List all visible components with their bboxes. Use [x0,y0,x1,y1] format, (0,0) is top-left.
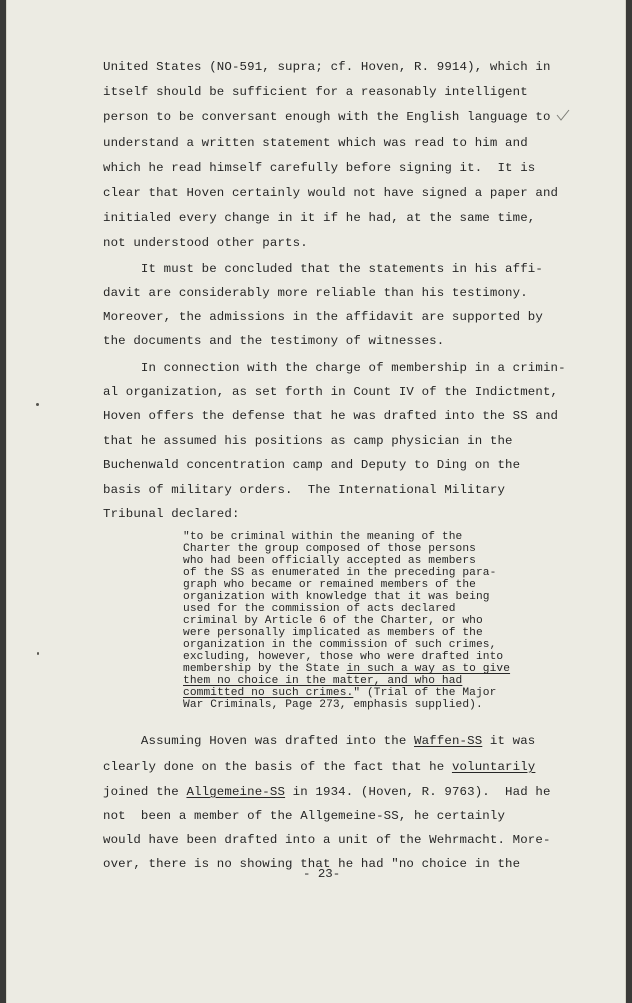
text-run: joined the [103,785,187,799]
underlined-term: voluntarily [451,760,536,774]
text-line: Tribunal declared: [103,507,240,521]
quote-line: War Criminals, Page 273, emphasis supplied). [183,699,483,711]
quote-line [183,676,462,687]
text-line: itself should be sufficient for a reasonably intelligent [103,85,528,99]
text-line: not understood other parts. [103,236,308,250]
quote-text: membership by the State [183,663,347,675]
text-line: would have been drafted into a unit of the Wehrmacht. More- [103,833,551,847]
text-line: al organization, as set forth in Count IV of the Indictment, [103,385,559,399]
text-line: Moreover, the admissions in the affidavit are supported by [103,310,543,324]
emphasis-underline: them no choice in the matter, and who had [183,675,463,687]
quote-line: graph who became or remained members of the [183,579,476,591]
quote-line [183,664,510,675]
quote-line: organization with knowledge that it was being [183,591,490,603]
text-line [103,760,535,774]
quote-line: used for the commission of acts declared [183,603,456,615]
quote-line: organization in the commission of such crimes, [183,639,497,651]
underlined-term: Allgemeine-SS [186,785,286,799]
text-line: initialed every change in it if he had, at the same time, [103,211,536,225]
text-line [103,785,551,799]
text-line: Hoven offers the defense that he was drafted into the SS and [103,409,559,423]
text-run: it was [482,734,536,748]
quote-line: were personally implicated as members of the [183,627,483,639]
text-line: which he read himself carefully before signing it. It is [103,161,536,175]
text-line: person to be conversant enough with the English language to [103,110,551,124]
check-mark-icon [556,108,570,122]
text-line: clear that Hoven certainly would not have signed a paper and [103,186,559,200]
text-line: basis of military orders. The International Military [103,483,506,497]
text-line: It must be concluded that the statements in his affi- [103,262,543,276]
quote-text: " (Trial of the Major [353,687,497,699]
document-page [6,0,626,1003]
text-run: Assuming Hoven was drafted into the [103,734,415,748]
text-line: davit are considerably more reliable than his testimony. [103,286,528,300]
text-line: understand a written statement which was read to him and [103,136,528,150]
text-run: clearly done on the basis of the fact that he [103,760,452,774]
page-number: - 23- [303,867,341,881]
text-line [103,734,535,748]
text-line: Buchenwald concentration camp and Deputy to Ding on the [103,458,521,472]
quote-line: who had been officially accepted as members [183,555,476,567]
text-line: that he assumed his positions as camp physician in the [103,434,513,448]
quote-line: Charter the group composed of those persons [183,543,476,555]
text-line: not been a member of the Allgemeine-SS, he certainly [103,809,506,823]
text-line: United States (NO-591, supra; cf. Hoven, R. 9914), which in [103,60,551,74]
speck-mark [37,652,39,655]
quote-line: "to be criminal within the meaning of the [183,531,463,543]
quote-line [183,688,496,699]
text-line: In connection with the charge of membership in a crimin- [103,361,566,375]
quote-line: excluding, however, those who were drafted into [183,651,504,663]
text-line: over, there is no showing that he had "no choice in the [103,857,521,871]
quote-line: criminal by Article 6 of the Charter, or who [183,615,483,627]
text-line: the documents and the testimony of witnesses. [103,334,445,348]
emphasis-underline: in such a way as to give [346,663,511,675]
speck-mark [36,403,39,406]
underlined-term: Waffen-SS [414,734,483,748]
quote-line: of the SS as enumerated in the preceding para- [183,567,497,579]
text-run: in 1934. (Hoven, R. 9763). Had he [285,785,551,799]
emphasis-underline: committed no such crimes. [183,687,354,699]
